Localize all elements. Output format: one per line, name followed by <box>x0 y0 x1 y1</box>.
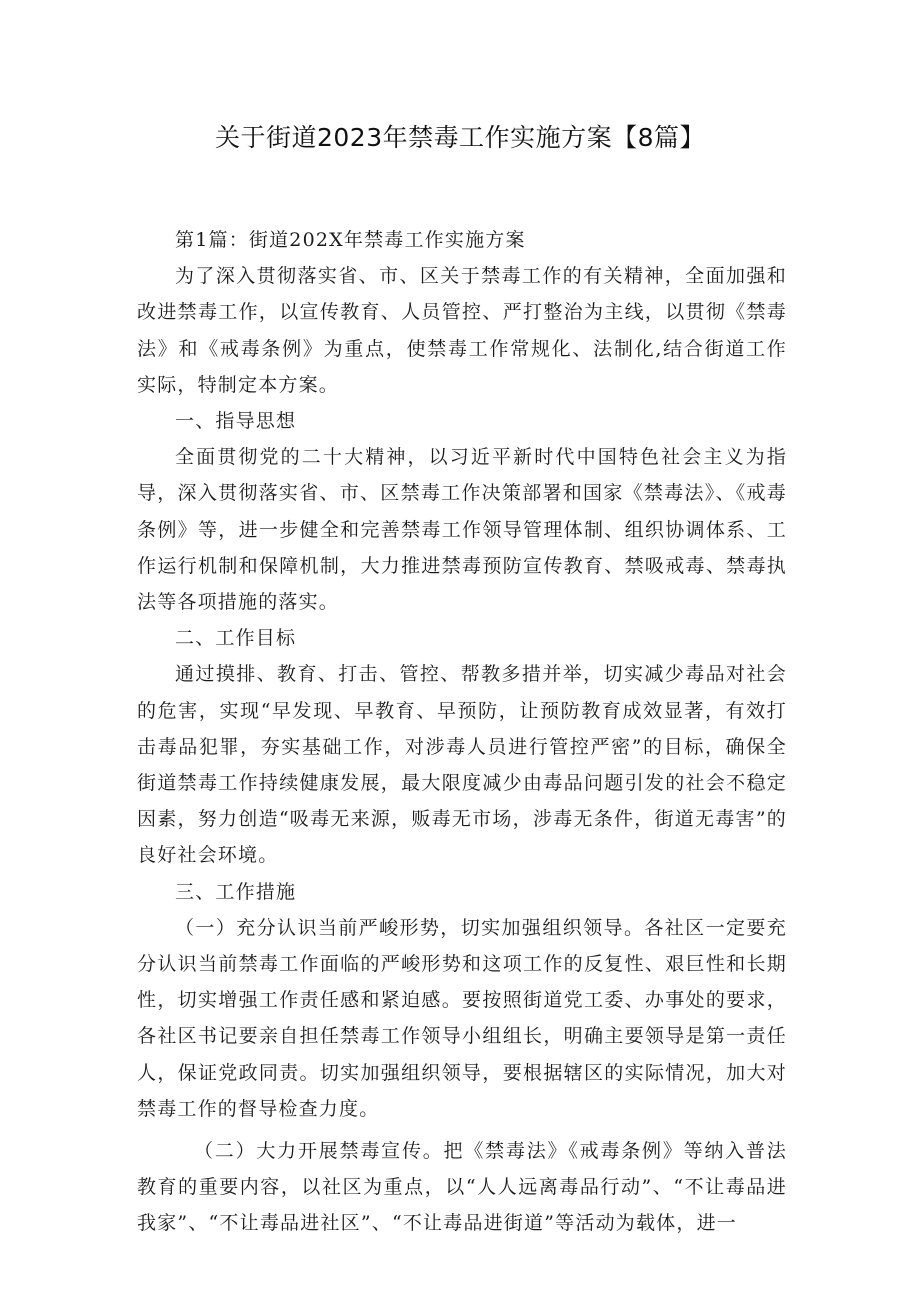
document-body <box>137 222 787 1242</box>
document-title: 关于街道2023年禁毒工作实施方案【8篇】 <box>214 123 706 152</box>
work-goals-paragraph: 通过摸排、教育、打击、管控、帮教多措并举，切实减少毒品对社会的危害，实现“早发现、早教育、早预防，让预防教育成效显著，有效打击毒品犯罪，夯实基础工作，对涉毒人员进行管控严密”的目标，确保全街道禁毒工作持续健康发展，最大限度减少由毒品问题引发的社会不稳定因素，努力创造“吸毒无来源，贩毒无市场，涉毒无条件，街道无毒害”的良好社会环境。 <box>137 663 787 867</box>
section-heading-work-goals: 二、工作目标 <box>175 627 297 650</box>
measure-2-paragraph: （二）大力开展禁毒宣传。把《禁毒法》《戒毒条例》等纳入普法教育的重要内容，以社区为重点，以“人人远离毒品行动”、“不让毒品进我家”、“不让毒品进社区”、“不让毒品进街道”等活动为载体，进一 <box>137 1140 787 1235</box>
measure-1-paragraph: （一）充分认识当前严峻形势，切实加强组织领导。各社区一定要充分认识当前禁毒工作面临的严峻形势和这项工作的反复性、艰巨性和长期性，切实增强工作责任感和紧迫感。要按照街道党工委、办事处的要求，各社区书记要亲自担任禁毒工作领导小组组长，明确主要领导是第一责任人，保证党政同责。切实加强组织领导，要根据辖区的实际情况，加大对禁毒工作的督导检查力度。 <box>137 916 787 1120</box>
intro-paragraph: 为了深入贯彻落实省、市、区关于禁毒工作的有关精神，全面加强和改进禁毒工作，以宣传教育、人员管控、严打整治为主线，以贯彻《禁毒法》和《戒毒条例》为重点，使禁毒工作常规化、法制化,结合街道工作实际，特制定本方案。 <box>137 265 787 396</box>
section-heading-guiding-ideology: 一、指导思想 <box>175 410 297 433</box>
guiding-ideology-paragraph: 全面贯彻党的二十大精神，以习近平新时代中国特色社会主义为指导，深入贯彻落实省、市、区禁毒工作决策部署和国家《禁毒法》、《戒毒条例》等，进一步健全和完善禁毒工作领导管理体制、组织协调体系、工作运行机制和保障机制，大力推进禁毒预防宣传教育、禁吸戒毒、禁毒执法等各项措施的落实。 <box>137 446 787 614</box>
section-heading-work-measures: 三、工作措施 <box>175 880 297 903</box>
section-heading-part-1: 第1篇：街道202X年禁毒工作实施方案 <box>175 229 526 251</box>
